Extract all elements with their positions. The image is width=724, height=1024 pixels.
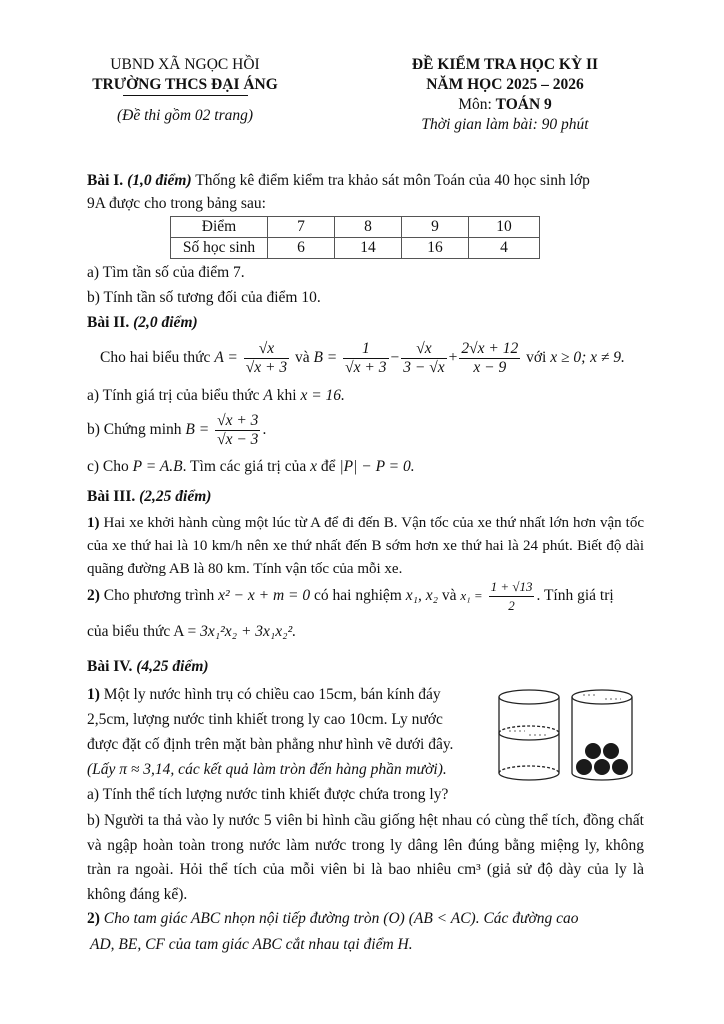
table-cell: 6: [268, 238, 335, 259]
header-right: [370, 55, 640, 135]
expr-A: $\frac{√x}{√x + 3}$: [245, 339, 288, 376]
bai2-question-a: a) Tính giá trị của biểu thức A khi x = 16.: [87, 387, 345, 404]
expr-B-term3: $\frac{2√x + 12}{x - 9}$: [461, 339, 519, 376]
table-cell: 7: [268, 217, 335, 238]
cylinder-left: [499, 690, 559, 780]
table-cell: 16: [402, 238, 469, 259]
bai2-question-b: b) Chứng minh B = $\frac{√x + 3}{√x - 3}$ .: [87, 411, 267, 448]
bai4-part1-line4: (Lấy π ≈ 3,14, các kết quả làm tròn đến hàng phần mười).: [87, 761, 447, 778]
bai3-part2-line2: của biểu thức A = 3x₁²x₂ + 3x₁x₂².: [87, 623, 297, 640]
table-cell: 9: [402, 217, 469, 238]
table-header-cell: Số học sinh: [171, 238, 268, 259]
bai4-heading: Bài IV. (4,25 điểm): [87, 658, 209, 675]
bai4-question-a: a) Tính thể tích lượng nước tinh khiết được chứa trong ly?: [87, 786, 449, 803]
bai4-part2-line2: AD, BE, CF của tam giác ABC cắt nhau tại điểm H.: [90, 936, 413, 953]
authority-name: UBND XÃ NGỌC HỒI: [110, 56, 260, 73]
header-left: [60, 55, 310, 126]
bai1-question-b: b) Tính tần số tương đối của điểm 10.: [87, 289, 321, 306]
school-name: TRƯỜNG THCS ĐẠI ÁNG: [92, 76, 278, 93]
score-table: [170, 216, 540, 259]
table-cell: 8: [335, 217, 402, 238]
page-count-note: (Đề thi gồm 02 trang): [116, 107, 254, 124]
bai4-part1-line2: 2,5cm, lượng nước tinh khiết trong ly cao 10cm. Ly nước: [87, 711, 443, 728]
bai2-expressions: Cho hai biểu thức A = $\frac{√x}{√x + 3}$ và B = $\frac{1}{√x + 3}$ − $\frac{√x}{3 - √x}$ + $\frac{2√x + 12}{x - 9}$ với x ≥ 0; x ≠ 9.: [100, 339, 625, 376]
expr-B-simplified: $\frac{√x + 3}{√x - 3}$: [217, 411, 259, 448]
bai4-part1-line1: 1) Một ly nước hình trụ có chiều cao 15cm, bán kính đáy: [87, 686, 441, 703]
bai1-question-a: a) Tìm tần số của điểm 7.: [87, 264, 245, 281]
marbles-icon: [576, 743, 628, 775]
bai1-intro-line1: Bài I. (1,0 điểm) Thống kê điểm kiểm tra khảo sát môn Toán của 40 học sinh lớp: [87, 172, 590, 189]
bai3-heading: Bài III. (2,25 điểm): [87, 488, 212, 505]
exam-title: ĐỀ KIỂM TRA HỌC KỲ II: [411, 56, 599, 73]
root-x1: $\frac{1 + √13}{2}$: [490, 579, 533, 613]
expr-B-term1: $\frac{1}{√x + 3}$: [345, 339, 387, 376]
bai4-question-b: b) Người ta thả vào ly nước 5 viên bi hình cầu giống hệt nhau có cùng thể tích, đồng chất và ngập hoàn toàn trong nước làm nước trong ly dâng lên đúng bằng miệng ly, không tràn ra ngoài. Hỏi thể tích của mỗi viên bi là bao nhiêu cm³ (giả sử độ dày của ly là không đáng kể).: [87, 812, 644, 903]
subject-line: Môn: TOÁN 9: [458, 96, 552, 113]
table-cell: 14: [335, 238, 402, 259]
table-cell: 10: [469, 217, 540, 238]
school-underline: [123, 95, 248, 96]
bai2-heading: Bài II. (2,0 điểm): [87, 314, 198, 331]
table-cell: 4: [469, 238, 540, 259]
expr-B-term2: $\frac{√x}{3 - √x}$: [403, 339, 445, 376]
table-row: [171, 217, 540, 238]
table-header-cell: Điểm: [171, 217, 268, 238]
water-surface-icon: [509, 731, 547, 735]
bai3-part2-line1: 2) Cho phương trình x² − x + m = 0 có hai nghiệm x₁, x₂ và x₁ = $\frac{1 + √13}{2}$ . Tính giá trị: [87, 579, 614, 613]
school-year: NĂM HỌC 2025 – 2026: [426, 76, 584, 93]
bai4-part2-line1: 2) Cho tam giác ABC nhọn nội tiếp đường tròn (O) (AB < AC). Các đường cao: [87, 910, 579, 927]
cylinders-figure: [495, 685, 655, 785]
exam-duration: Thời gian làm bài: 90 phút: [421, 116, 589, 133]
table-row: [171, 238, 540, 259]
bai3-part1: 1) Hai xe khởi hành cùng một lúc từ A để đi đến B. Vận tốc của xe thứ nhất lớn hơn vận tốc của xe thứ hai là 10 km/h nên xe thứ nhất đến B sớm hơn xe thứ hai là 24 phút. Biết độ dài quãng đường AB là 80 km. Tính vận tốc của mỗi xe.: [87, 515, 644, 577]
bai2-question-c: c) Cho P = A.B. Tìm các giá trị của x để |P| − P = 0.: [87, 458, 415, 475]
subject: TOÁN 9: [495, 96, 552, 113]
bai1-intro-line2: 9A được cho trong bảng sau:: [87, 195, 266, 212]
bai4-part1-line3: được đặt cố định trên mặt bàn phẳng như hình vẽ dưới đây.: [87, 736, 454, 753]
